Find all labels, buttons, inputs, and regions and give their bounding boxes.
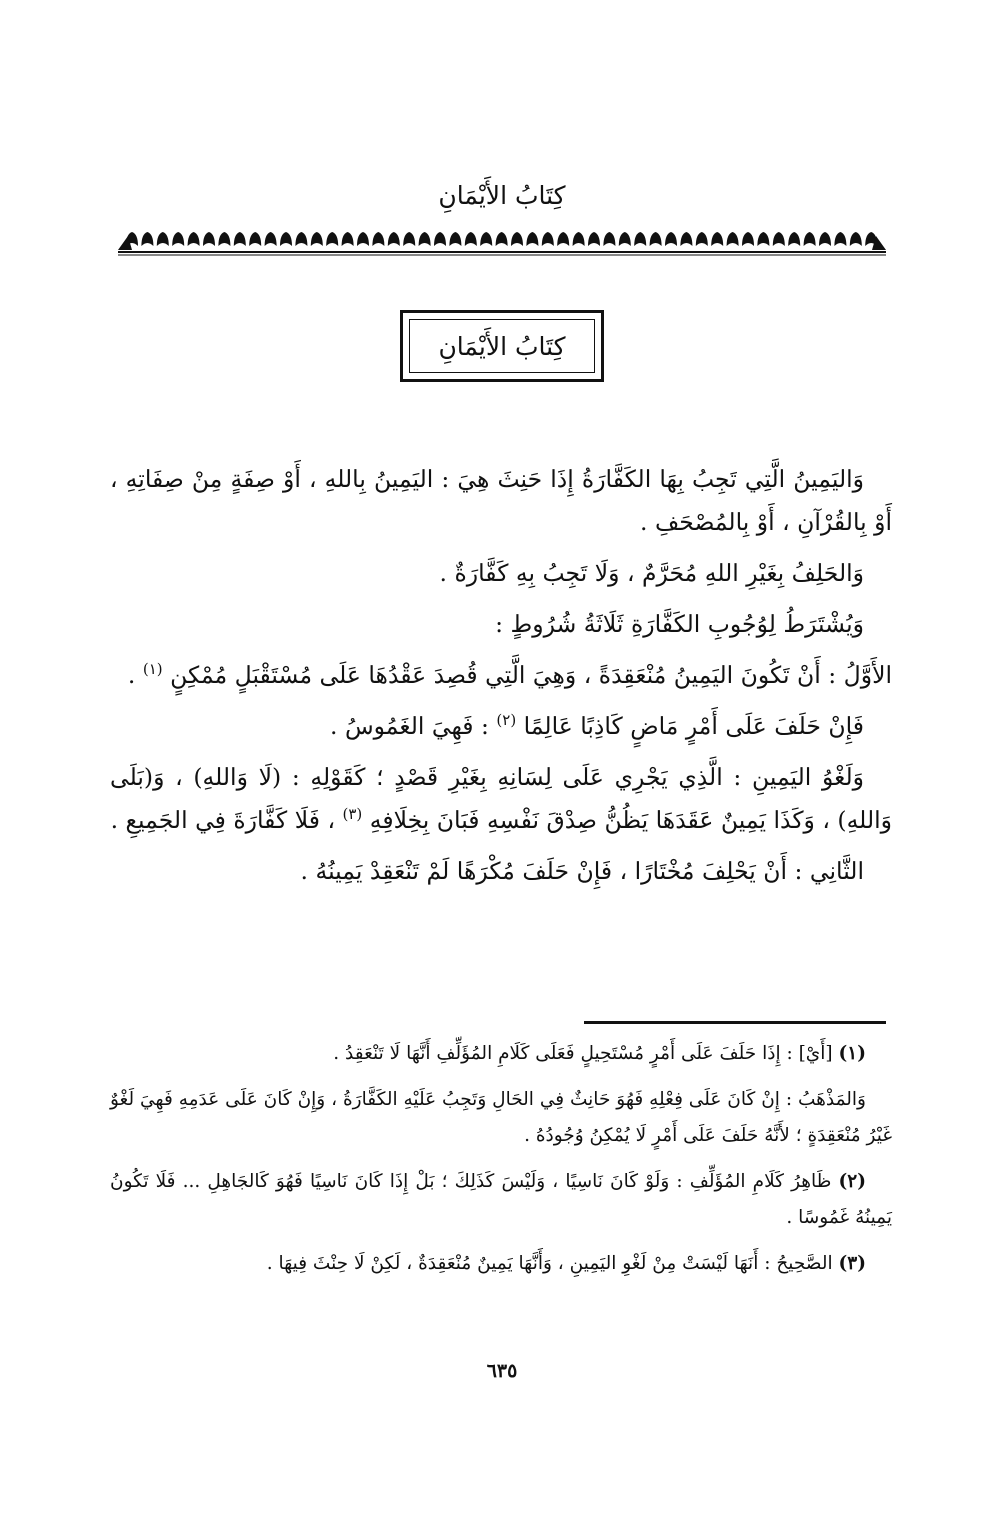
ornament-motif	[188, 232, 200, 246]
footnote-ref-2: (٢)	[496, 711, 517, 730]
ornament-motif	[342, 232, 354, 246]
ornament-motif	[265, 232, 277, 246]
ornament-motif	[141, 232, 153, 246]
ornament-motif	[203, 232, 215, 246]
ornament-motif	[665, 232, 677, 246]
paragraph-laghw	[110, 756, 892, 842]
ornament-motif	[465, 232, 477, 246]
paragraph-oath-definition: وَاليَمِينُ الَّتِي تَجِبُ بِهَا الكَفَّارَةُ إِذَا حَنِثَ هِيَ : اليَمِينُ بِاللهِ ، أَوْ صِفَةٍ مِنْ صِفَاتِهِ ، أَوْ بِالقُرْآنِ ، أَوْ بِالمُصْحَفِ .	[110, 465, 892, 536]
footnote-2	[110, 1164, 892, 1236]
ornament-motif	[804, 232, 816, 246]
ornament-motif	[742, 232, 754, 246]
paragraph-conditions-intro: وَيُشْتَرَطُ لِوُجُوبِ الكَفَّارَةِ ثَلَاثَةُ شُرُوطٍ :	[495, 610, 864, 638]
ornament-motif	[372, 232, 384, 246]
footnote-number: (١)	[838, 1043, 866, 1064]
laghw-end: ، فَلَا كَفَّارَةَ فِي الجَمِيعِ .	[110, 806, 343, 834]
ornament-motif	[496, 232, 508, 246]
ornament-motif	[480, 232, 492, 246]
paragraph-second-condition: الثَّانِي : أَنْ يَحْلِفَ مُخْتَارًا ، فَإِنْ حَلَفَ مُكْرَهًا لَمْ تَنْعَقِدْ يَمِينُهُ .	[300, 857, 864, 885]
ornament-motif	[711, 232, 723, 246]
ornament-motif	[526, 232, 538, 246]
footnote-text: وَالمَذْهَبُ : إِنْ كَانَ عَلَى فِعْلِهِ فَهُوَ حَانِثٌ فِي الحَالِ وَتَجِبُ عَلَيْهِ الكَفَّارَةُ ، وَإِنْ كَانَ عَلَى عَدَمِهِ فَهِيَ لَغْوٌ غَيْرُ مُنْعَقِدَةٍ ؛ لأَنَّهُ حَلَفَ عَلَى أَمْرٍ لَا يُمْكِنُ وُجُودُهُ .	[110, 1089, 892, 1146]
ornament-motif	[449, 232, 461, 246]
ornament-motif	[603, 232, 615, 246]
ornament-motif	[773, 232, 785, 246]
ornament-motif	[280, 232, 292, 246]
ornament-motif	[249, 232, 261, 246]
ghamus-text: فَإِنْ حَلَفَ عَلَى أَمْرٍ مَاضٍ كَاذِبًا عَالِمًا	[523, 712, 864, 740]
ornament-motif	[388, 232, 400, 246]
page-number: ٦٣٥	[486, 1360, 518, 1382]
ornament-motif	[357, 232, 369, 246]
ornament-motif	[218, 232, 230, 246]
laghw-text: وَلَغْوُ اليَمِينِ : الَّذِي يَجْرِي عَلَى لِسَانِهِ بِغَيْرِ قَصْدٍ ؛ كَقَوْلِهِ : (لَا وَاللهِ) ، وَ(بَلَى وَاللهِ) ، وَكَذَا يَمِينٌ عَقَدَهَا يَظُنُّ صِدْقَ نَفْسِهِ فَبَانَ بِخِلَافِهِ	[110, 763, 892, 834]
ornament-motif	[727, 232, 739, 246]
first-condition-end: .	[127, 661, 143, 689]
chapter-title: كِتَابُ الأَيْمَانِ	[409, 319, 595, 373]
footnote-ref-1: (١)	[142, 660, 163, 679]
ornament-motif	[511, 232, 523, 246]
paragraph-swearing-by-other: وَالحَلِفُ بِغَيْرِ اللهِ مُحَرَّمٌ ، وَلَا تَجِبُ بِهِ كَفَّارَةٌ .	[439, 559, 864, 587]
ornament-motif	[850, 232, 862, 246]
ghamus-end: : فَهِيَ الغَمُوسُ .	[330, 712, 497, 740]
ornament-motif	[788, 232, 800, 246]
chapter-title-frame	[400, 310, 604, 382]
footnote-number: (٣)	[838, 1253, 866, 1274]
ornament-motif	[311, 232, 323, 246]
ornament-motif	[172, 232, 184, 246]
ornament-motif	[434, 232, 446, 246]
ornament-motif	[542, 232, 554, 246]
ornament-motif	[419, 232, 431, 246]
footnote-1	[110, 1036, 892, 1072]
main-text	[110, 458, 892, 901]
footnote-text: [أَيْ] : إِذَا حَلَفَ عَلَى أَمْرٍ مُسْتَحِيلٍ فَعَلَى كَلَامِ المُؤَلِّفِ أَنَّهَا لَا تَنْعَقِدُ .	[333, 1043, 833, 1064]
ornament-motif	[557, 232, 569, 246]
paragraph-first-condition	[110, 654, 892, 697]
ornament-motif	[834, 232, 846, 246]
footnote-1-continued	[110, 1082, 892, 1154]
ornament-motif	[757, 232, 769, 246]
footnote-text: الصَّحِيحُ : أَنَهَا لَيْسَتْ مِنْ لَغْوِ اليَمِينِ ، وَأَنَّهَا يَمِينٌ مُنْعَقِدَةٌ ، لَكِنْ لَا حِنْثَ فِيهَا .	[266, 1253, 833, 1274]
running-header: كِتَابُ الأَيْمَانِ	[438, 181, 566, 210]
footnote-number: (٢)	[838, 1171, 866, 1192]
ornament-motif	[650, 232, 662, 246]
ornament-motif	[403, 232, 415, 246]
ornament-motif	[819, 232, 831, 246]
footnote-text: ظَاهِرُ كَلَامِ المُؤَلِّفِ : وَلَوْ كَانَ نَاسِيًا ، وَلَيْسَ كَذَلِكَ ؛ بَلْ إِذَا كَانَ نَاسِيًا فَهُوَ كَالجَاهِلِ ... فَلَا تَكُونُ يَمِينُهُ غَمُوسًا .	[110, 1171, 892, 1228]
ornament-motif	[234, 232, 246, 246]
footnote-3	[110, 1246, 892, 1282]
footnote-ref-3: (٣)	[342, 805, 363, 824]
ornamental-divider	[118, 226, 886, 256]
ornament-motif	[573, 232, 585, 246]
ornament-motif	[619, 232, 631, 246]
ornament-motif	[326, 232, 338, 246]
ornament-motif	[696, 232, 708, 246]
ornament-motif	[157, 232, 169, 246]
ornament-motif	[680, 232, 692, 246]
ornament-motif	[588, 232, 600, 246]
ornament-motif	[634, 232, 646, 246]
footnote-separator	[584, 1021, 886, 1024]
paragraph-ghamus	[110, 705, 892, 748]
footnotes	[110, 1036, 892, 1292]
ornament-motif	[295, 232, 307, 246]
first-condition-text: الأَوَّلُ : أَنْ تَكُونَ اليَمِينُ مُنْعَقِدَةً ، وَهِيَ الَّتِي قُصِدَ عَقْدُهَا عَلَى مُسْتَقْبَلٍ مُمْكِنٍ	[170, 661, 892, 689]
